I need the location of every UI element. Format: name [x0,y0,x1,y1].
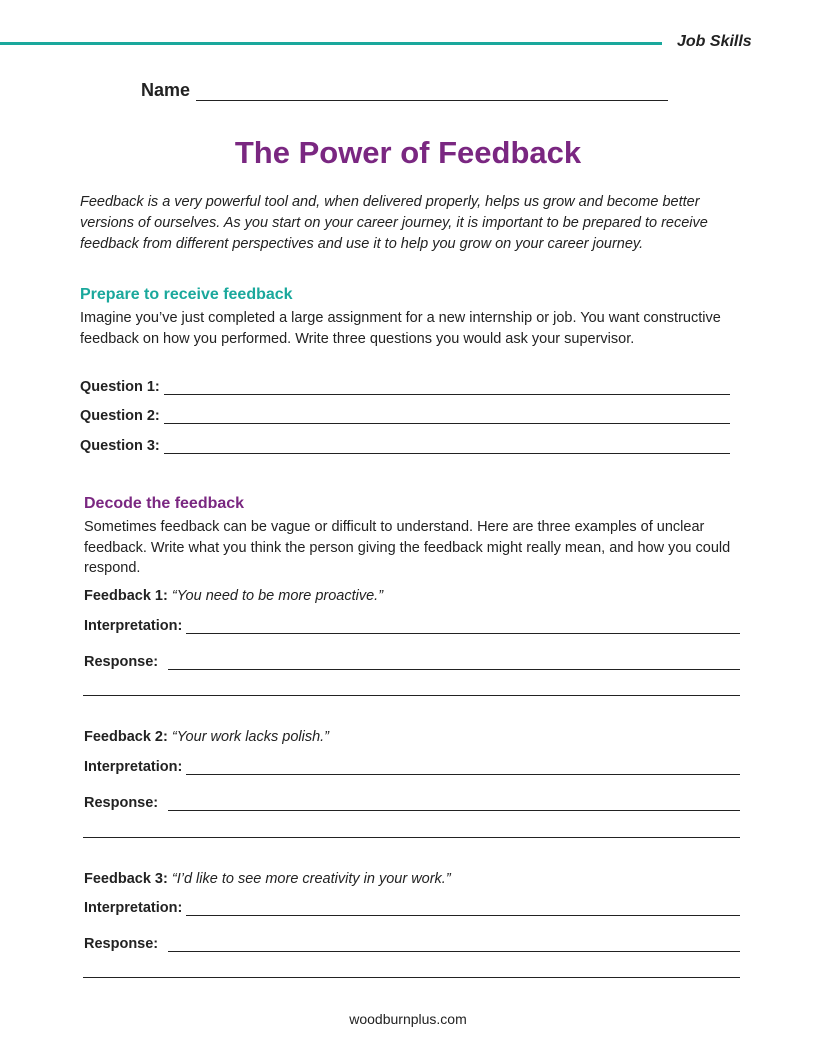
response-row-3 [84,936,740,952]
response-row-1 [84,654,740,670]
response-3-input-line[interactable] [168,937,740,952]
section-instructions-prepare: Imagine you’ve just completed a large assignment for a new internship or job. You want constructive feedback on how you performed. Write three questions you would ask your supervisor. [80,310,721,347]
feedback-quote: “Your work lacks polish.” [171,729,329,745]
question-row-3 [80,438,730,454]
section-instructions-decode: Sometimes feedback can be vague or difficult to understand. Here are three examples of unclear feedback. Write what you think the person giving the feedback might really mean, and how you could respond. [84,519,731,576]
question-1-input-line[interactable] [164,380,730,395]
interpretation-2-input-line[interactable] [186,760,740,775]
feedback-quote: “I’d like to see more creativity in your work.” [171,871,451,887]
question-label: Question 1: [80,379,160,395]
interpretation-label: Interpretation: [84,900,183,916]
feedback-quote: “You need to be more proactive.” [171,588,384,604]
response-label: Response: [84,936,159,952]
feedback-number: Feedback 3: [84,871,168,887]
response-1-input-line[interactable] [168,655,740,670]
interpretation-3-input-line[interactable] [186,901,740,916]
intro-paragraph: Feedback is a very powerful tool and, when delivered properly, helps us grow and become better versions of ourselves. As you start on your career journey, it is important to be prepared to receive feedback from different perspectives and use it to help you grow on your career journey. [80,194,708,252]
section-heading-prepare: Prepare to receive feedback [80,286,293,303]
section-heading-decode: Decode the feedback [84,495,245,512]
question-3-input-line[interactable] [164,439,730,454]
response-row-2 [84,795,740,811]
feedback-1-label [84,588,383,604]
feedback-number: Feedback 2: [84,729,168,745]
name-label: Name [141,80,191,100]
feedback-3-label [84,871,451,887]
feedback-number: Feedback 1: [84,588,168,604]
header-rule [0,42,662,45]
question-label: Question 3: [80,438,160,454]
name-input-line[interactable] [196,82,668,101]
interpretation-row-1 [84,618,740,634]
question-row-2 [80,408,730,424]
feedback-2-label [84,729,329,745]
response-1-extra-line[interactable] [83,695,740,696]
interpretation-row-2 [84,759,740,775]
interpretation-1-input-line[interactable] [186,619,740,634]
name-field [141,80,668,101]
response-label: Response: [84,795,159,811]
question-2-input-line[interactable] [164,409,730,424]
page-title: The Power of Feedback [234,135,582,170]
response-3-extra-line[interactable] [83,977,740,978]
response-2-extra-line[interactable] [83,837,740,838]
question-label: Question 2: [80,408,160,424]
question-row-1 [80,379,730,395]
interpretation-row-3 [84,900,740,916]
interpretation-label: Interpretation: [84,759,183,775]
response-2-input-line[interactable] [168,796,740,811]
interpretation-label: Interpretation: [84,618,183,634]
series-label: Job Skills [677,33,752,50]
footer-website: woodburnplus.com [349,1011,467,1027]
response-label: Response: [84,654,159,670]
